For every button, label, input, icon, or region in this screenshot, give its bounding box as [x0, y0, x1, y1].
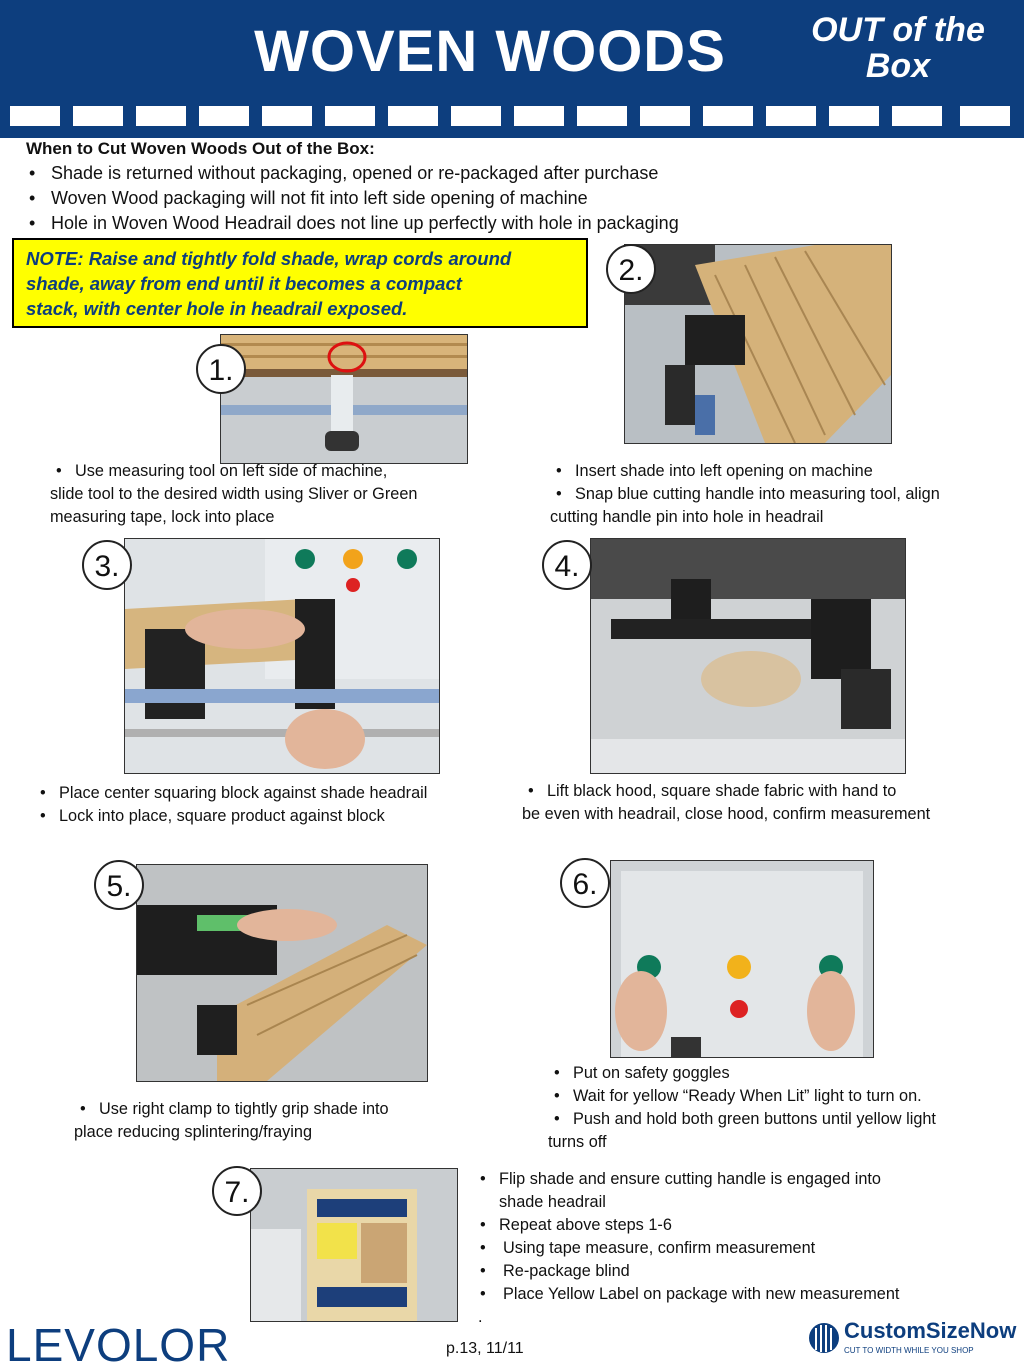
- caption-line: cutting handle pin into hole in headrail: [550, 508, 824, 526]
- caption-bullet: • Lift black hood, square shade fabric with hand to: [522, 780, 1012, 803]
- intro-heading: When to Cut Woven Woods Out of the Box:: [26, 139, 375, 158]
- caption-dot: .: [478, 1308, 483, 1326]
- intro-bullet-list: [26, 161, 926, 236]
- step-number-2: 2.: [606, 244, 656, 294]
- caption-line: slide tool to the desired width using Sliver or Green: [50, 485, 418, 503]
- intro-bullet: • Woven Wood packaging will not fit into left side opening of machine: [26, 186, 926, 211]
- photo-step-6: [610, 860, 874, 1058]
- customsizenow-tagline: CUT TO WIDTH WHILE YOU SHOP: [844, 1346, 974, 1355]
- caption-bullet: • Place center squaring block against shade headrail: [34, 782, 504, 805]
- header-dash-strip: [10, 106, 1014, 126]
- note-line-1: NOTE: Raise and tightly fold shade, wrap cords around: [26, 248, 512, 269]
- caption-step-7: [474, 1168, 1014, 1329]
- intro-section: [26, 136, 926, 236]
- caption-bullet: • Use right clamp to tightly grip shade into: [74, 1098, 494, 1121]
- step-number-4: 4.: [542, 540, 592, 590]
- caption-line: turns off: [548, 1133, 607, 1151]
- caption-bullet: • Push and hold both green buttons until yellow light: [548, 1108, 1008, 1131]
- step-number-1: 1.: [196, 344, 246, 394]
- caption-step-1: [50, 460, 510, 529]
- photo-step-7: [250, 1168, 458, 1322]
- header-banner: [0, 0, 1024, 138]
- note-line-2: shade, away from end until it becomes a compact: [26, 273, 462, 294]
- step-number-7: 7.: [212, 1166, 262, 1216]
- customsizenow-logo: [808, 1316, 1020, 1360]
- caption-bullet: • Wait for yellow “Ready When Lit” light to turn on.: [548, 1085, 1008, 1108]
- caption-step-3: [34, 782, 504, 828]
- step-number-6: 6.: [560, 858, 610, 908]
- page-title: WOVEN WOODS: [254, 19, 726, 84]
- page-subtitle: [780, 12, 1016, 84]
- customsizenow-mark-icon: [808, 1316, 840, 1360]
- photo-step-4: [590, 538, 906, 774]
- photo-step-5: [136, 864, 428, 1082]
- note-box: [12, 238, 588, 328]
- caption-bullet: • Flip shade and ensure cutting handle is engaged into: [474, 1168, 1014, 1191]
- caption-bullet: • Place Yellow Label on package with new measurement: [474, 1283, 1014, 1306]
- caption-step-5: [74, 1098, 494, 1144]
- caption-step-4: [522, 780, 1012, 826]
- caption-bullet: • Using tape measure, confirm measurement: [474, 1237, 1014, 1260]
- caption-step-2: [550, 460, 1010, 529]
- caption-line: place reducing splintering/fraying: [74, 1123, 313, 1141]
- photo-step-1: [220, 334, 468, 464]
- intro-bullet: • Hole in Woven Wood Headrail does not line up perfectly with hole in packaging: [26, 211, 926, 236]
- step-number-3: 3.: [82, 540, 132, 590]
- note-line-3: stack, with center hole in headrail exposed.: [26, 298, 408, 319]
- caption-line: shade headrail: [499, 1193, 606, 1211]
- photo-step-2: [624, 244, 892, 444]
- step-number-5: 5.: [94, 860, 144, 910]
- caption-bullet: • Re-package blind: [474, 1260, 1014, 1283]
- caption-bullet: • Snap blue cutting handle into measuring tool, align: [550, 483, 1010, 506]
- caption-line: be even with headrail, close hood, confirm measurement: [522, 805, 931, 823]
- page-number: p.13, 11/11: [446, 1340, 524, 1357]
- caption-line: measuring tape, lock into place: [50, 508, 275, 526]
- caption-line: • Use measuring tool on left side of machine,: [50, 460, 510, 483]
- customsizenow-wordmark: CustomSizeNow: [844, 1318, 1017, 1343]
- caption-step-6: [548, 1062, 1008, 1154]
- intro-bullet: • Shade is returned without packaging, opened or re-packaged after purchase: [26, 161, 926, 186]
- caption-bullet: • Put on safety goggles: [548, 1062, 1008, 1085]
- caption-bullet: • Lock into place, square product against block: [34, 805, 504, 828]
- subtitle-line-2: Box: [865, 47, 931, 85]
- caption-bullet: • Insert shade into left opening on machine: [550, 460, 1010, 483]
- subtitle-line-1: OUT of the: [811, 11, 985, 49]
- caption-bullet: • Repeat above steps 1-6: [474, 1214, 1014, 1237]
- photo-step-3: [124, 538, 440, 774]
- levolor-logo: LEVOLOR: [6, 1319, 231, 1371]
